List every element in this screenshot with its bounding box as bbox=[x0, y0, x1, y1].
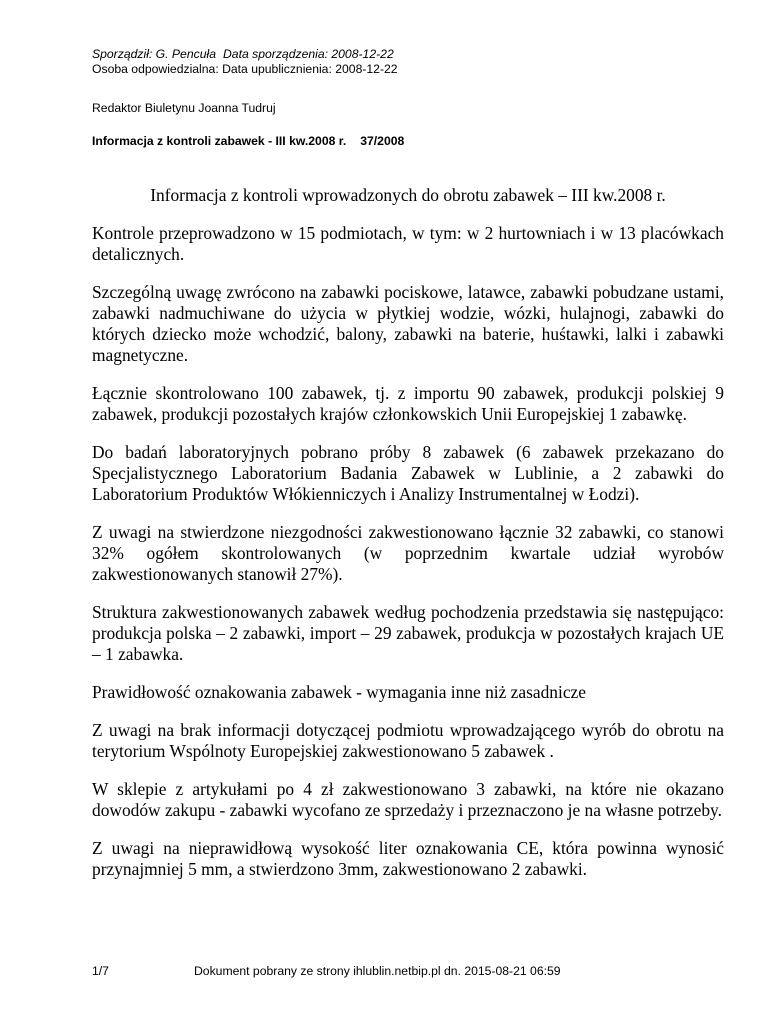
paragraph: Z uwagi na brak informacji dotyczącej podmiotu wprowadzającego wyrób do obrotu na terytorium Wspólnoty Europejskiej zakwestionowano 5 zabawek . bbox=[92, 720, 724, 761]
body-title: Informacja z kontroli wprowadzonych do obrotu zabawek – III kw.2008 r. bbox=[150, 185, 666, 205]
prepared-by: Sporządził: G. Pencuła bbox=[92, 47, 216, 61]
paragraph: Kontrole przeprowadzono w 15 podmiotach, w tym: w 2 hurtowniach i w 13 placówkach detalicznych. bbox=[92, 223, 724, 264]
document-body bbox=[92, 185, 724, 897]
document-title-text: Informacja z kontroli zabawek - III kw.2008 r. bbox=[92, 134, 347, 148]
download-source: Dokument pobrany ze strony ihlublin.netbip.pl dn. 2015-08-21 06:59 bbox=[194, 964, 561, 978]
paragraph: W sklepie z artykułami po 4 zł zakwestionowano 3 zabawki, na które nie okazano dowodów zakupu - zabawki wycofano ze sprzedaży i przeznaczono je na własne potrzeby. bbox=[92, 779, 724, 820]
paragraph: Do badań laboratoryjnych pobrano próby 8 zabawek (6 zabawek przekazano do Specjalistycznego Laboratorium Badania Zabawek w Lublinie, a 2 zabawki do Laboratorium Produktów Włókienniczych i Analizy Instrumentalnej w Łodzi). bbox=[92, 442, 724, 504]
editor-line: Redaktor Biuletynu Joanna Tudruj bbox=[92, 101, 276, 115]
paragraph: Struktura zakwestionowanych zabawek według pochodzenia przedstawia się następująco: produkcja polska – 2 zabawki, import – 29 zabawek, produkcja w pozostałych krajach UE – 1 zabawka. bbox=[92, 602, 724, 664]
prepared-line bbox=[92, 47, 394, 62]
responsible-line: Osoba odpowiedzialna: Data upublicznienia: 2008-12-22 bbox=[92, 62, 398, 76]
prepared-date: Data sporządzenia: 2008-12-22 bbox=[222, 47, 394, 61]
paragraph: Z uwagi na nieprawidłową wysokość liter oznakowania CE, która powinna wynosić przynajmniej 5 mm, a stwierdzono 3mm, zakwestionowano 2 zabawki. bbox=[92, 838, 724, 879]
document-number: 37/2008 bbox=[360, 134, 405, 148]
page-number: 1/7 bbox=[92, 964, 109, 978]
paragraph: Szczególną uwagę zwrócono na zabawki pociskowe, latawce, zabawki pobudzane ustami, zabawki nadmuchiwane do użycia w płytkiej wodzie, wózki, hulajnogi, zabawki do których dziecko może wchodzić, balony, zabawki na baterie, huśtawki, lalki i zabawki magnetyczne. bbox=[92, 282, 724, 365]
section-heading: Prawidłowość oznakowania zabawek - wymagania inne niż zasadnicze bbox=[92, 682, 586, 702]
paragraph: Łącznie skontrolowano 100 zabawek, tj. z importu 90 zabawek, produkcji polskiej 9 zabawek, produkcji pozostałych krajów członkowskich Unii Europejskiej 1 zabawkę. bbox=[92, 383, 724, 424]
document-title bbox=[92, 134, 404, 149]
paragraph: Z uwagi na stwierdzone niezgodności zakwestionowano łącznie 32 zabawki, co stanowi 32% ogółem skontrolowanych (w poprzednim kwartale udział wyrobów zakwestionowanych stanowił 27%). bbox=[92, 522, 724, 584]
